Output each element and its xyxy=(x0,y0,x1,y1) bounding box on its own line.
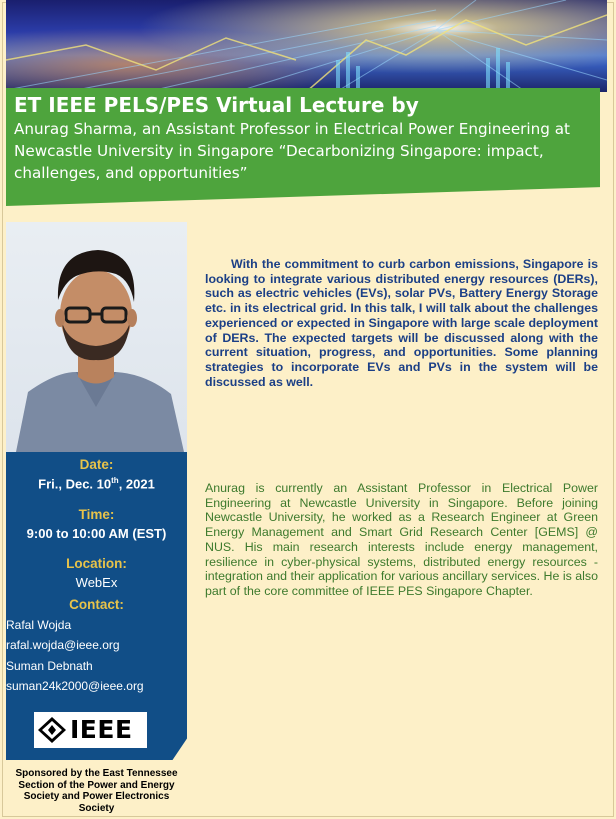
banner-image xyxy=(6,0,607,92)
banner-artwork xyxy=(6,0,607,92)
time-value: 9:00 to 10:00 AM (EST) xyxy=(26,526,167,541)
date-label: Date: xyxy=(79,457,114,472)
time-label: Time: xyxy=(78,507,115,522)
event-title: ET IEEE PELS/PES Virtual Lecture by xyxy=(14,93,419,117)
speaker-bio: Anurag is currently an Assistant Professor in Electrical Power Engineering at Newcastle University in Singapore. Before joining Newcastle University, he worked as a Research Engineer at Green Energy Management and Smart Grid Research Center [GEMS] @ NUS. His main research interests include energy management, resilience in cyber-physical systems, distributed energy resources - integration and their application for various ancillary services. He is also part of the core committee of IEEE PES Singapore Chapter. xyxy=(205,481,598,598)
talk-abstract: With the commitment to curb carbon emissions, Singapore is looking to integrate various distributed energy resources (DERs), such as electric vehicles (EVs), solar PVs, Battery Energy Storage etc. in its electrical grid. In this talk, I will talk about the challenges experienced or expected in Singapore with large scale deployment of DERs. The expected targets will be discussed along with the current situation, progress, and opportunities. Some planning strategies to incorporate EVs and PVs in the system will be discussed as well. xyxy=(205,257,598,389)
location-value: WebEx xyxy=(75,575,118,590)
location-label: Location: xyxy=(66,556,127,571)
contact-name: Rafal Wojda xyxy=(6,618,72,632)
ieee-logo-text: IEEE xyxy=(70,715,133,744)
ieee-diamond-icon xyxy=(38,717,66,743)
ieee-logo xyxy=(34,712,147,748)
contact-name: Suman Debnath xyxy=(6,659,93,673)
contact-email[interactable]: suman24k2000@ieee.org xyxy=(6,679,144,693)
speaker-photo xyxy=(6,222,187,452)
contact-label: Contact: xyxy=(69,597,124,612)
sponsor-text: Sponsored by the East Tennessee Section of the Power and Energy Society and Power Electronics Society xyxy=(15,768,178,814)
contact-email[interactable]: rafal.wojda@ieee.org xyxy=(6,638,120,652)
date-value: Fri., Dec. 10th, 2021 xyxy=(38,476,155,492)
event-subtitle: Anurag Sharma, an Assistant Professor in Electrical Power Engineering at Newcastle University in Singapore “Decarbonizing Singapore: impact, challenges, and opportunities” xyxy=(14,120,570,182)
